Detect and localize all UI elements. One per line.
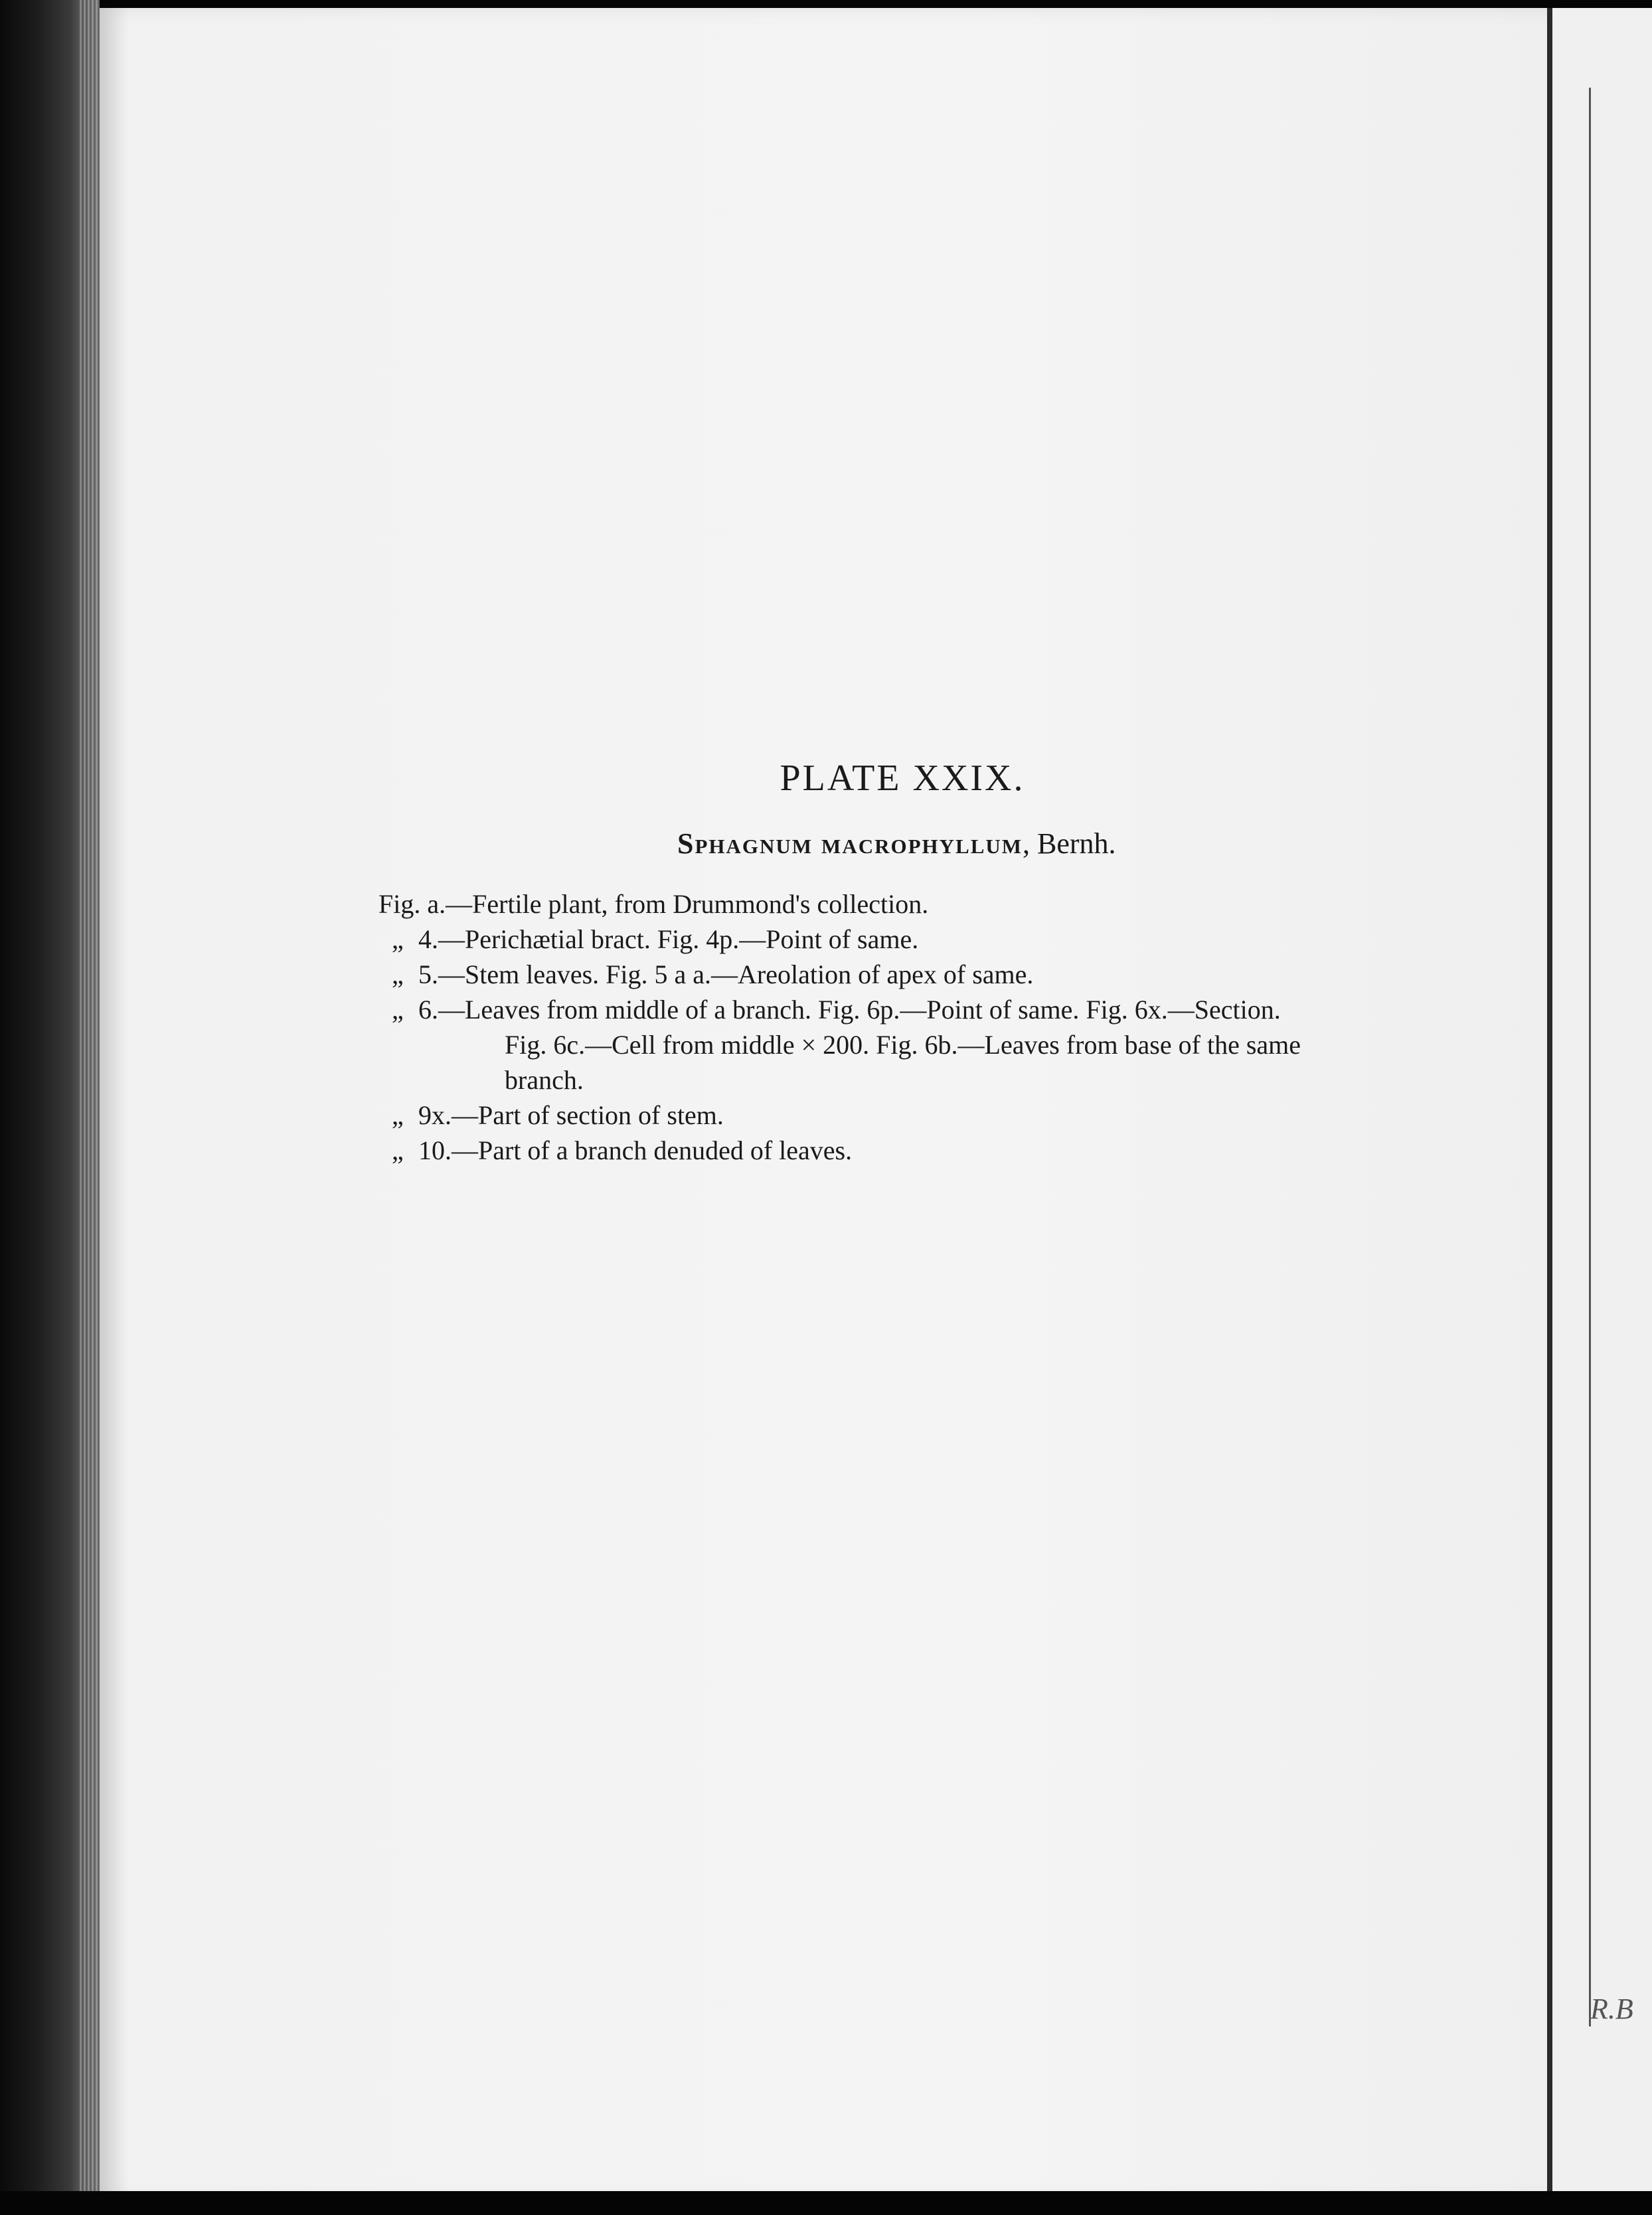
ditto-mark: „ [392, 1100, 404, 1130]
figure-list [378, 886, 1414, 1168]
figure-entry [378, 992, 1414, 1027]
figure-label: 9x. [418, 1100, 452, 1130]
figure-text: —Stem leaves. Fig. 5 a a.—Areolation of apex of same. [438, 959, 1034, 989]
figure-text: —Leaves from middle of a branch. Fig. 6p.—Point of same. Fig. 6x.—Section. [438, 995, 1281, 1025]
figure-entry [378, 1133, 1414, 1168]
species-heading [677, 827, 1116, 861]
ditto-mark: „ [392, 959, 404, 989]
figure-entry-text [418, 922, 918, 957]
figure-text: —Perichætial bract. Fig. 4p.—Point of same. [438, 924, 919, 954]
page-edges [80, 0, 100, 2215]
figure-entry [378, 886, 1414, 922]
figure-text: —Part of section of stem. [452, 1100, 724, 1130]
figure-label: 6. [418, 995, 438, 1025]
figure-entry [378, 1098, 1414, 1133]
species-author: , Bernh. [1023, 827, 1116, 860]
figure-continuation: Fig. 6c.—Cell from middle × 200. Fig. 6b.—Leaves from base of the same [505, 1030, 1301, 1060]
engraver-signature: R.B [1590, 1993, 1633, 2025]
figure-label: 10. [418, 1135, 452, 1165]
plate-title: PLATE XXIX. [780, 758, 1025, 799]
figure-label: 5. [418, 959, 438, 989]
figure-label: Fig. a. [378, 889, 446, 919]
ditto-mark: „ [392, 924, 404, 954]
figure-entry [378, 922, 1414, 957]
figure-entry-text [418, 992, 1281, 1027]
figure-text: —Part of a branch denuded of leaves. [452, 1135, 853, 1165]
figure-entry-text [418, 957, 1033, 992]
ditto-mark: „ [392, 995, 404, 1025]
figure-continuation: branch. [505, 1065, 584, 1095]
facing-page-edge [1547, 8, 1652, 2215]
figure-text: —Fertile plant, from Drummond's collection. [446, 889, 929, 919]
ditto-mark: „ [392, 1135, 404, 1165]
figure-entry-text [418, 1098, 724, 1133]
bottom-border [0, 2191, 1652, 2215]
figure-entry-text [418, 1133, 852, 1168]
figure-label: 4. [418, 924, 438, 954]
figure-entry [378, 957, 1414, 992]
species-name: Sphagnum macrophyllum [677, 827, 1023, 860]
plate-frame-line [1589, 88, 1652, 2026]
